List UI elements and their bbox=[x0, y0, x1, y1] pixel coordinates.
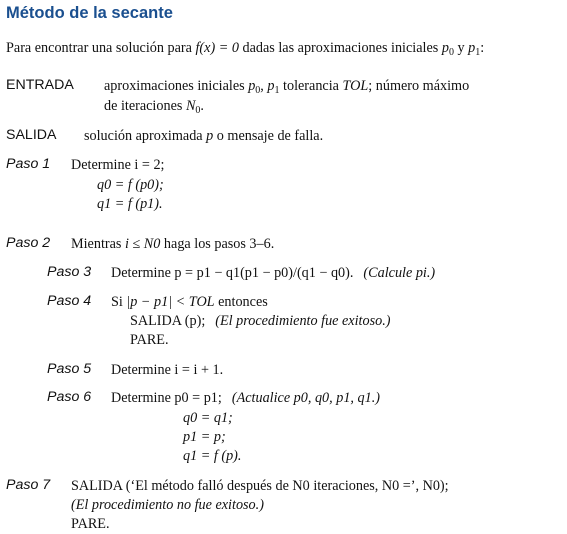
step-1-line-3: q1 = f (p1). bbox=[97, 196, 163, 212]
step-6-line-3: p1 = p; bbox=[183, 429, 226, 445]
page-title: Método de la secante bbox=[6, 4, 173, 22]
entrada-comma: , bbox=[260, 78, 268, 94]
step-label-5: Paso 5 bbox=[47, 361, 92, 377]
entrada-n0-sub: 0 bbox=[195, 105, 201, 116]
step-label-3: Paso 3 bbox=[47, 264, 92, 280]
step-7-line-2: (El procedimiento no fue exitoso.) bbox=[71, 497, 264, 513]
intro-colon: : bbox=[480, 40, 485, 56]
intro-p1: p bbox=[468, 40, 476, 56]
step-3-line: Determine p = p1 − q1(p1 − p0)/(q1 − q0). (Calcule pi.) bbox=[111, 265, 436, 281]
entrada-text-d: ; número máximo bbox=[368, 78, 470, 94]
step-1-line-2: q0 = f (p0); bbox=[97, 177, 164, 193]
step-7-line-3: PARE. bbox=[71, 516, 110, 532]
entrada-text-2: de iteraciones bbox=[104, 98, 186, 114]
step-5-line: Determine i = i + 1. bbox=[111, 362, 224, 378]
intro-and: y bbox=[453, 40, 469, 56]
intro-equation: f(x) = 0 bbox=[195, 40, 239, 56]
entrada-text-c: tolerancia bbox=[279, 78, 343, 94]
step-label-4: Paso 4 bbox=[47, 293, 92, 309]
step-1-line-1: Determine i = 2; bbox=[71, 157, 165, 173]
step-4-line-1: Si |p − p1| < TOL entonces bbox=[111, 294, 268, 310]
step-4-line-3: PARE. bbox=[130, 332, 169, 348]
step-4-line-2: SALIDA (p); (El procedimiento fue exitoso.) bbox=[130, 313, 391, 329]
step-2-line: Mientras i ≤ N0 haga los pasos 3–6. bbox=[71, 236, 275, 252]
step-6-line-4: q1 = f (p). bbox=[183, 448, 242, 464]
step-label-7: Paso 7 bbox=[6, 477, 51, 493]
entrada-tol: TOL bbox=[342, 78, 369, 94]
intro-text: Para encontrar una solución para bbox=[6, 40, 196, 56]
intro-line bbox=[6, 40, 484, 56]
step-7-line-1: SALIDA (‘El método falló después de N0 iteraciones, N0 =’, N0); bbox=[71, 478, 449, 494]
salida-text: solución aproximada p o mensaje de falla. bbox=[84, 128, 324, 144]
entrada-line-1: aproximaciones iniciales $p_0$, $p_1$ tolerancia TOL; número máximo bbox=[104, 78, 470, 96]
step-label-1: Paso 1 bbox=[6, 156, 51, 172]
intro-p0-sub: 0 bbox=[448, 47, 454, 58]
step-label-6: Paso 6 bbox=[47, 389, 92, 405]
step-6-line-1: Determine p0 = p1; (Actualice p0, q0, p1, q1.) bbox=[111, 390, 380, 406]
salida-label: SALIDA bbox=[6, 127, 57, 143]
intro-text-2: dadas las aproximaciones iniciales bbox=[238, 40, 442, 56]
entrada-label: ENTRADA bbox=[6, 77, 74, 93]
intro-p0: p bbox=[441, 40, 449, 56]
intro-p1-sub: 1 bbox=[475, 47, 481, 58]
entrada-n0: N bbox=[185, 98, 196, 114]
entrada-text-a: aproximaciones iniciales bbox=[104, 78, 249, 94]
step-6-line-2: q0 = q1; bbox=[183, 410, 233, 426]
step-label-2: Paso 2 bbox=[6, 235, 51, 251]
entrada-line-2: de iteraciones $N_0$. bbox=[104, 98, 204, 116]
